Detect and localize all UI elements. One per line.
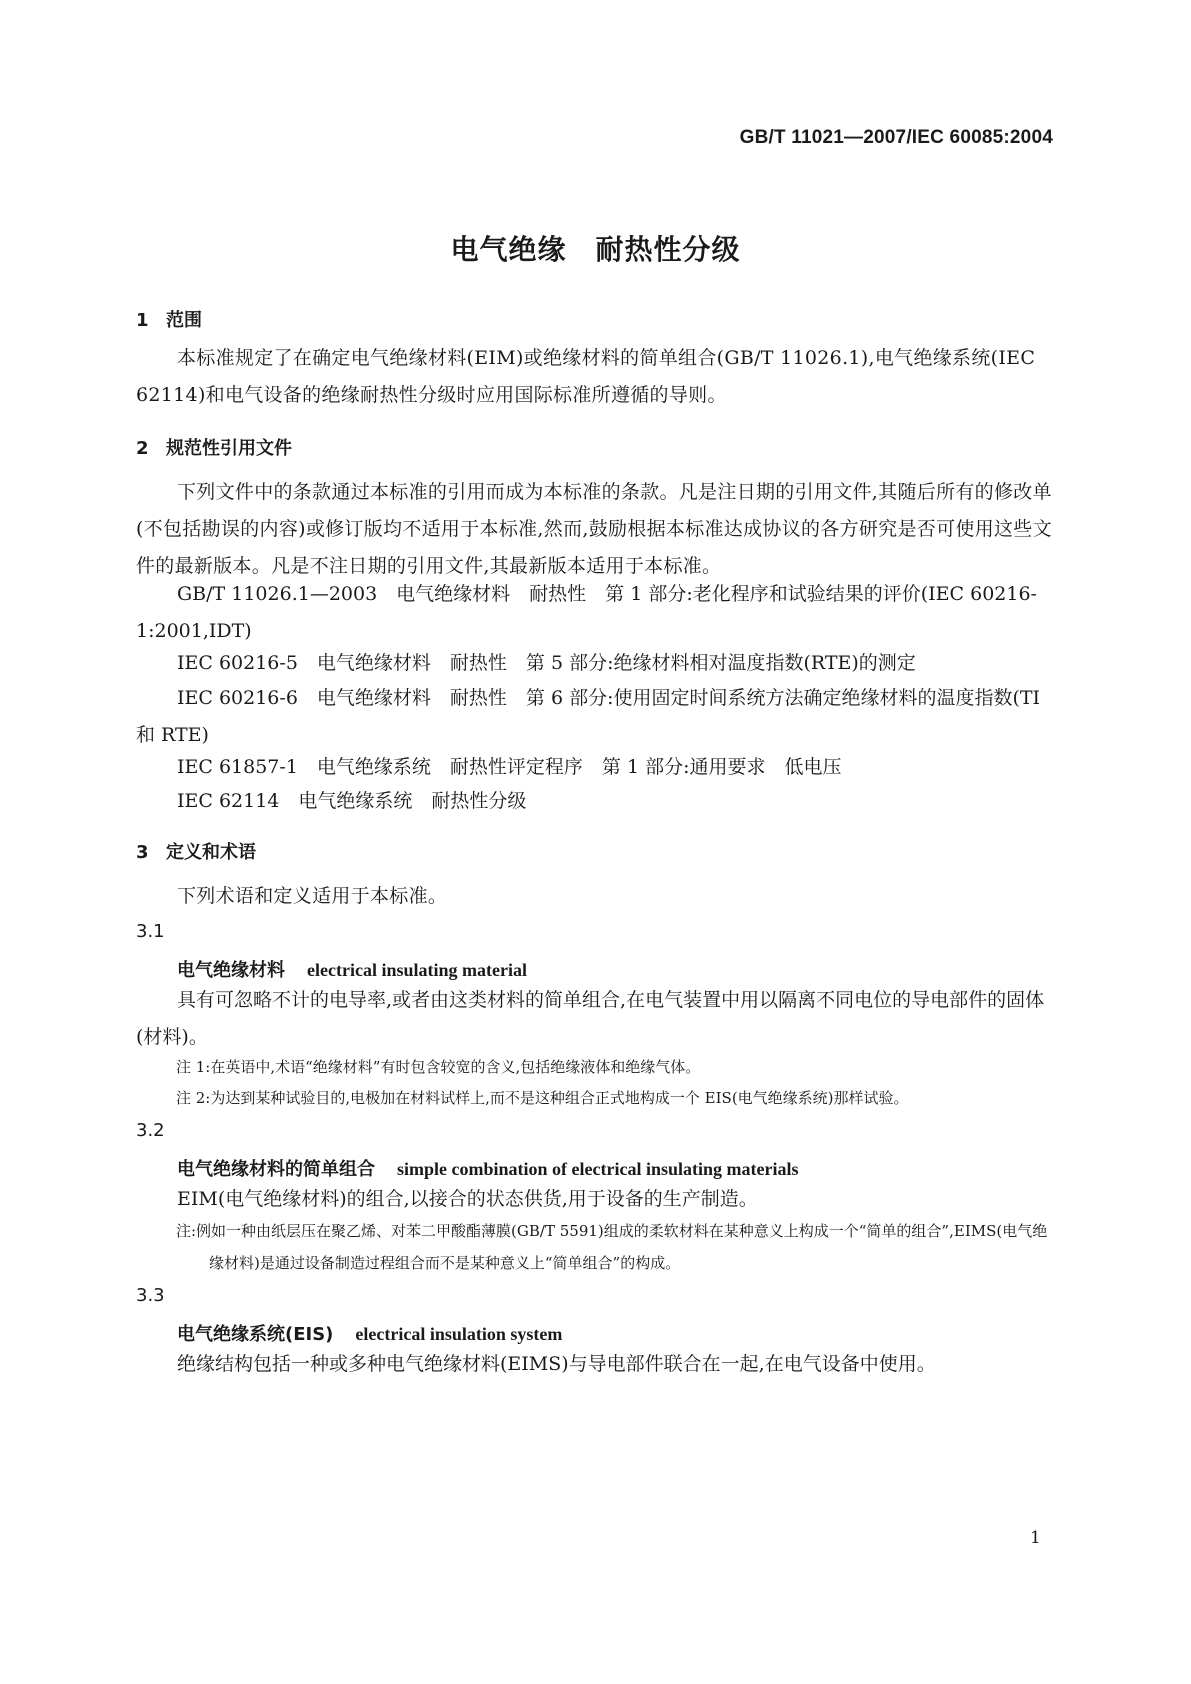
term-zh: 电气绝缘材料的简单组合 xyxy=(177,1159,375,1180)
reference-item: IEC 60216-5 电气绝缘材料 耐热性 第 5 部分:绝缘材料相对温度指数(RTE)的测定 xyxy=(177,652,916,674)
section-1-heading xyxy=(136,306,202,332)
page-number: 1 xyxy=(1030,1528,1041,1548)
reference-item: IEC 60216-6 电气绝缘材料 耐热性 第 6 部分:使用固定时间系统方法确定绝缘材料的温度指数(TI 和 RTE) xyxy=(136,687,1041,746)
term-heading xyxy=(177,1155,798,1181)
term-definition: 绝缘结构包括一种或多种电气绝缘材料(EIMS)与导电部件联合在一起,在电气设备中使用。 xyxy=(177,1353,936,1375)
section-title: 规范性引用文件 xyxy=(166,438,292,459)
term-definition: 具有可忽略不计的电导率,或者由这类材料的简单组合,在电气装置中用以隔离不同电位的导电部件的固体(材料)。 xyxy=(136,989,1045,1048)
term-definition: EIM(电气绝缘材料)的组合,以接合的状态供货,用于设备的生产制造。 xyxy=(177,1188,758,1210)
section-2-heading xyxy=(136,434,292,460)
section-number: 2 xyxy=(136,438,149,459)
section-title: 定义和术语 xyxy=(166,842,256,863)
term-en: electrical insulation system xyxy=(355,1324,563,1344)
term-note: 注 2:为达到某种试验目的,电极加在材料试样上,而不是这种组合正式地构成一个 EIS(电气绝缘系统)那样试验。 xyxy=(176,1089,909,1107)
term-number: 3.2 xyxy=(136,1120,165,1141)
section-title: 范围 xyxy=(166,310,202,331)
standard-code: GB/T 11021—2007/IEC 60085:2004 xyxy=(739,127,1053,148)
document-title: 电气绝缘 耐热性分级 xyxy=(450,233,741,266)
section-2-paragraph: 下列文件中的条款通过本标准的引用而成为本标准的条款。凡是注日期的引用文件,其随后所有的修改单(不包括勘误的内容)或修订版均不适用于本标准,然而,鼓励根据本标准达成协议的各方研究是否可使用这些文件的最新版本。凡是不注日期的引用文件,其最新版本适用于本标准。 xyxy=(136,481,1052,577)
term-number: 3.1 xyxy=(136,921,165,942)
term-zh: 电气绝缘材料 xyxy=(177,960,285,981)
section-number: 1 xyxy=(136,310,149,331)
reference-item: IEC 61857-1 电气绝缘系统 耐热性评定程序 第 1 部分:通用要求 低电压 xyxy=(177,756,842,778)
term-en: simple combination of electrical insulating materials xyxy=(397,1159,799,1179)
term-note: 注 1:在英语中,术语“绝缘材料”有时包含较宽的含义,包括绝缘液体和绝缘气体。 xyxy=(176,1058,701,1076)
section-number: 3 xyxy=(136,842,149,863)
term-number: 3.3 xyxy=(136,1285,165,1306)
section-3-heading xyxy=(136,838,256,864)
term-heading xyxy=(177,956,527,982)
term-note: 注:例如一种由纸层压在聚乙烯、对苯二甲酸酯薄膜(GB/T 5591)组成的柔软材料在某种意义上构成一个“简单的组合”,EIMS(电气绝缘材料)是通过设备制造过程组合而不是某种意义上“简单组合”的构成。 xyxy=(176,1222,1048,1272)
reference-item: GB/T 11026.1—2003 电气绝缘材料 耐热性 第 1 部分:老化程序和试验结果的评价(IEC 60216-1:2001,IDT) xyxy=(136,583,1037,642)
term-zh: 电气绝缘系统(EIS) xyxy=(177,1324,334,1345)
term-en: electrical insulating material xyxy=(307,960,527,980)
section-3-intro: 下列术语和定义适用于本标准。 xyxy=(177,885,448,907)
section-1-paragraph: 本标准规定了在确定电气绝缘材料(EIM)或绝缘材料的简单组合(GB/T 11026.1),电气绝缘系统(IEC 62114)和电气设备的绝缘耐热性分级时应用国际标准所遵循的导则。 xyxy=(136,347,1036,406)
reference-item: IEC 62114 电气绝缘系统 耐热性分级 xyxy=(177,790,527,812)
term-heading xyxy=(177,1320,562,1346)
